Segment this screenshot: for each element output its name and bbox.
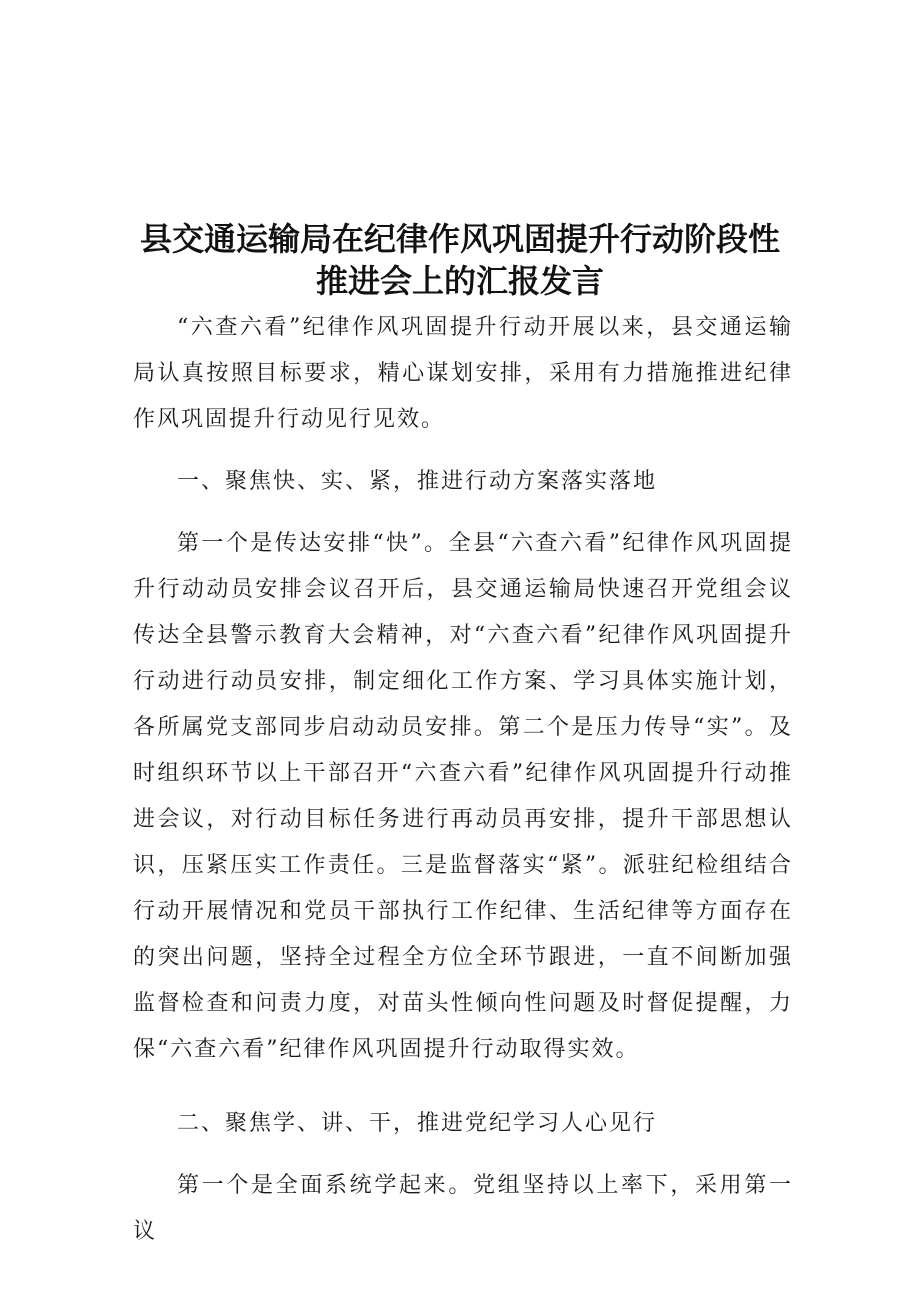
section-1-heading: 一、聚焦快、实、紧，推进行动方案落实落地 xyxy=(177,469,658,494)
intro-paragraph: “六查六看”纪律作风巩固提升行动开展以来，县交通运输局认真按照目标要求，精心谋划安排，采用有力措施推进纪律作风巩固提升行动见行见效。 xyxy=(133,315,793,432)
title-line-2: 推进会上的汇报发言 xyxy=(315,262,604,300)
section-1-paragraph: 第一个是传达安排“快”。全县“六查六看”纪律作风巩固提升行动动员安排会议召开后，县交通运输局快速召开党组会议传达全县警示教育大会精神，对“六查六看”纪律作风巩固提升行动进行动员安排，制定细化工作方案、学习具体实施计划，各所属党支部同步启动动员安排。第二个是压力传导“实”。及时组织环节以上干部召开“六查六看”纪律作风巩固提升行动推进会议，对行动目标任务进行再动员再安排，提升干部思想认识，压紧压实工作责任。三是监督落实“紧”。派驻纪检组结合行动开展情况和党员干部执行工作纪律、生活纪律等方面存在的突出问题，坚持全过程全方位全环节跟进，一直不间断加强监督检查和问责力度，对苗头性倾向性问题及时督促提醒，力保“六查六看”纪律作风巩固提升行动取得实效。 xyxy=(133,531,793,1062)
section-2-heading: 二、聚焦学、讲、干，推进党纪学习人心见行 xyxy=(177,1111,658,1136)
document-title xyxy=(120,218,800,302)
section-2-paragraph: 第一个是全面系统学起来。党组坚持以上率下，采用第一议 xyxy=(133,1173,793,1244)
title-line-1: 县交通运输局在纪律作风巩固提升行动阶段性 xyxy=(139,220,780,258)
document-body xyxy=(133,305,793,1255)
